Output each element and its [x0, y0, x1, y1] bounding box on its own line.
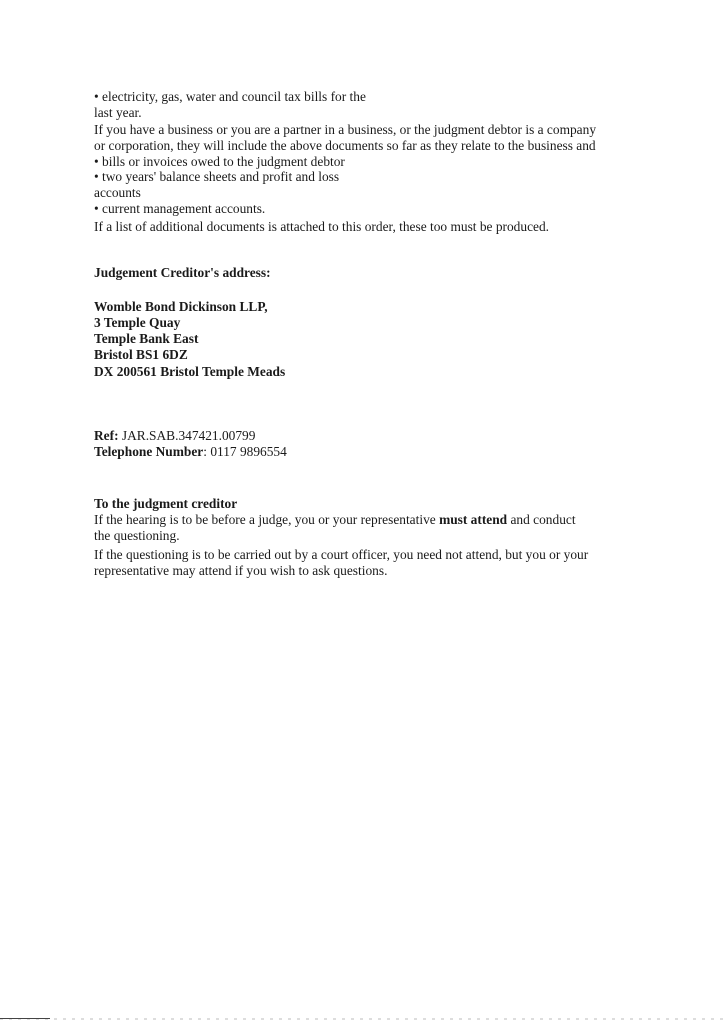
- address-line: DX 200561 Bristol Temple Meads: [94, 364, 286, 379]
- documents-line: • bills or invoices owed to the judgment debtor: [94, 154, 345, 169]
- creditor-address-heading: Judgement Creditor's address:: [94, 265, 271, 280]
- paragraph-text: and conduct: [507, 512, 576, 527]
- address-line: Womble Bond Dickinson LLP,: [94, 299, 268, 314]
- scan-edge-line: [0, 1018, 50, 1019]
- address-line: Temple Bank East: [94, 331, 199, 346]
- documents-line: If you have a business or you are a partner in a business, or the judgment debtor is a company: [94, 122, 597, 137]
- must-attend-emphasis: must attend: [439, 512, 508, 527]
- documents-line: • two years' balance sheets and profit and loss: [94, 169, 340, 184]
- telephone-value: : 0117 9896554: [203, 444, 287, 459]
- ref-value: JAR.SAB.347421.00799: [118, 428, 256, 443]
- paragraph-line: representative may attend if you wish to ask questions.: [94, 563, 388, 578]
- address-line: Bristol BS1 6DZ: [94, 347, 188, 362]
- paragraph-line: the questioning.: [94, 528, 180, 543]
- paragraph-text: If the hearing is to be before a judge, you or your representative: [94, 512, 440, 527]
- scan-edge-artifact: [0, 1018, 725, 1020]
- paragraph-line: If the questioning is to be carried out by a court officer, you need not attend, but you or your: [94, 547, 589, 562]
- documents-line: If a list of additional documents is attached to this order, these too must be produced.: [94, 219, 550, 234]
- telephone-line: [94, 444, 287, 460]
- to-creditor-heading: To the judgment creditor: [94, 496, 238, 511]
- paragraph-line: [94, 512, 576, 528]
- documents-line: • current management accounts.: [94, 201, 266, 216]
- ref-label: Ref:: [94, 428, 119, 443]
- documents-line: or corporation, they will include the above documents so far as they relate to the business and: [94, 138, 596, 153]
- address-line: 3 Temple Quay: [94, 315, 181, 330]
- ref-line: [94, 428, 255, 444]
- documents-line: last year.: [94, 105, 142, 120]
- documents-line: accounts: [94, 185, 141, 200]
- documents-line: • electricity, gas, water and council tax bills for the: [94, 89, 366, 104]
- telephone-label: Telephone Number: [94, 444, 204, 459]
